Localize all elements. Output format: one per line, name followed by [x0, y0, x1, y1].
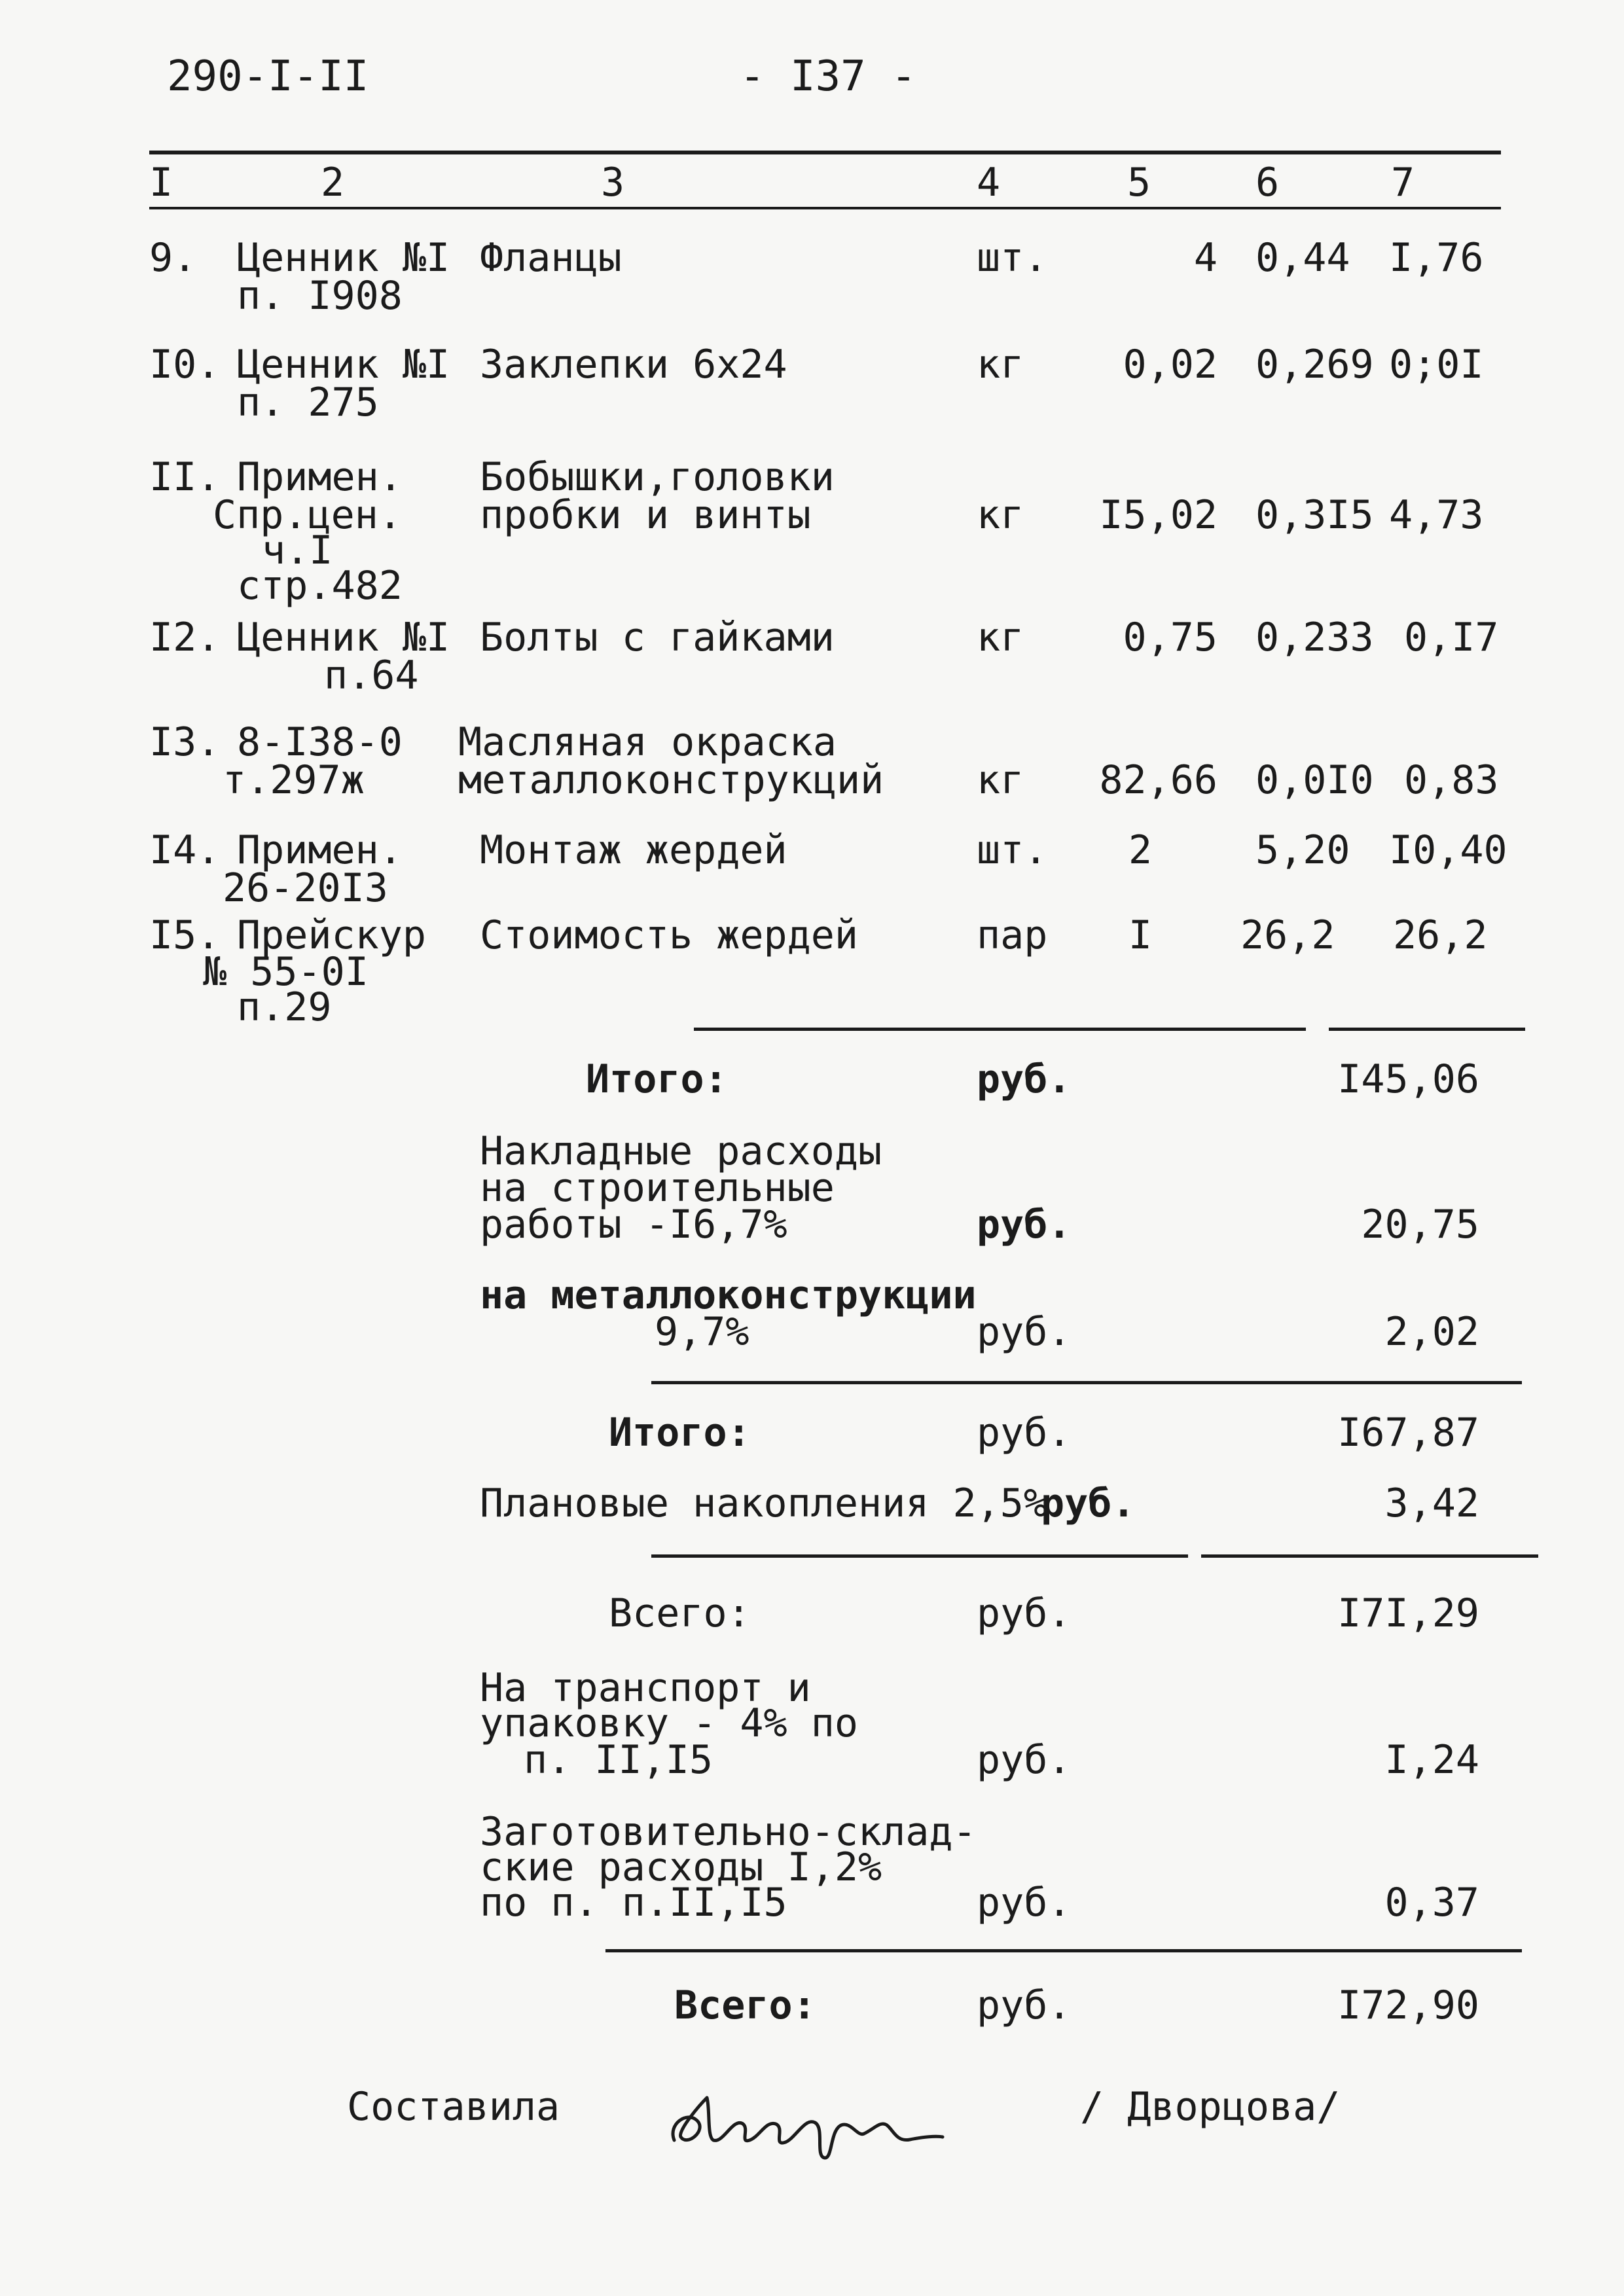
row-reference: Ценник №I — [237, 235, 450, 281]
row-sum: 0,I7 — [1404, 615, 1499, 660]
transport-label: упаковку - 4% по — [480, 1700, 858, 1746]
row-unit: кг — [977, 615, 1024, 660]
subtotal-2-value: I67,87 — [1337, 1410, 1479, 1456]
warehouse-label: по п. п.II,I5 — [480, 1880, 787, 1926]
subtotal-unit: руб. — [977, 1056, 1072, 1102]
row-item-name: металлоконструкций — [458, 757, 884, 803]
row-reference: № 55-0I — [203, 949, 369, 995]
row-item-name: Болты с гайками — [480, 615, 835, 660]
overhead-unit: руб. — [977, 1202, 1072, 1247]
row-number: 9. — [149, 235, 197, 281]
table-header-rule — [149, 207, 1501, 209]
row-reference: Ценник №I — [237, 615, 450, 660]
row-item-name: Заклепки 6х24 — [480, 342, 787, 387]
col-header-1: I — [149, 160, 173, 206]
row-sum: 26,2 — [1393, 912, 1488, 958]
row-reference: Примен. — [237, 454, 403, 500]
row-unit-price: 0,233 — [1255, 615, 1374, 660]
row-reference: 26-20I3 — [223, 865, 388, 911]
grand-total-unit: руб. — [977, 1982, 1072, 2028]
col-header-7: 7 — [1391, 160, 1415, 206]
transport-label: п. II,I5 — [524, 1737, 713, 1783]
row-item-name: Стоимость жердей — [480, 912, 858, 958]
row-item-name: Монтаж жердей — [480, 827, 787, 873]
overhead-label: Накладные расходы — [480, 1128, 882, 1174]
row-sum: 4,73 — [1389, 492, 1484, 538]
row-unit: шт. — [977, 827, 1048, 873]
col-header-4: 4 — [977, 160, 1001, 206]
col-header-2: 2 — [321, 160, 345, 206]
total-unit: руб. — [977, 1590, 1072, 1636]
subtotal-2-label: Итого: — [609, 1410, 751, 1456]
row-unit: пар — [977, 912, 1048, 958]
warehouse-unit: руб. — [977, 1880, 1072, 1926]
warehouse-value: 0,37 — [1384, 1880, 1479, 1926]
subtotal-label: Итого: — [586, 1056, 728, 1102]
row-reference: п. 275 — [237, 380, 379, 425]
page-number: - I37 - — [740, 52, 916, 101]
row-reference: п. I908 — [237, 273, 403, 319]
summary-rule — [651, 1554, 1188, 1558]
total-label: Всего: — [609, 1590, 751, 1636]
row-unit: шт. — [977, 235, 1048, 281]
compiler-name: / Дворцова/ — [1080, 2084, 1341, 2130]
row-quantity: I5,02 — [1099, 492, 1218, 538]
grand-total-label: Всего: — [674, 1982, 816, 2028]
planned-savings-label: Плановые накопления 2,5% — [480, 1480, 1047, 1526]
row-number: II. — [149, 454, 221, 500]
row-number: I0. — [149, 342, 221, 387]
row-number: I2. — [149, 615, 221, 660]
table-top-rule — [149, 151, 1501, 154]
warehouse-label: Заготовительно-склад- — [480, 1809, 977, 1855]
row-unit: кг — [977, 757, 1024, 803]
row-quantity: 82,66 — [1099, 757, 1218, 803]
row-number: I3. — [149, 719, 221, 765]
row-item-name: Бобышки,головки — [480, 454, 835, 500]
metal-overhead-unit: руб. — [977, 1309, 1072, 1355]
transport-unit: руб. — [977, 1737, 1072, 1783]
row-sum: I0,40 — [1389, 827, 1507, 873]
row-reference: п.64 — [324, 653, 419, 698]
row-unit-price: 26,2 — [1240, 912, 1335, 958]
row-unit-price: 5,20 — [1255, 827, 1350, 873]
document-code: 290-I-II — [167, 52, 369, 101]
grand-total-value: I72,90 — [1337, 1982, 1479, 2028]
warehouse-label: ские расходы I,2% — [480, 1844, 882, 1890]
total-value: I7I,29 — [1337, 1590, 1479, 1636]
subtotal-value: I45,06 — [1337, 1056, 1479, 1102]
subtotal-2-unit: руб. — [977, 1410, 1072, 1456]
summary-rule — [605, 1949, 1522, 1952]
overhead-label: работы -I6,7% — [480, 1202, 787, 1247]
row-reference: т.297ж — [223, 757, 365, 803]
col-header-6: 6 — [1255, 160, 1280, 206]
row-item-name: Масляная окраска — [458, 719, 837, 765]
row-reference: Ценник №I — [237, 342, 450, 387]
overhead-value: 20,75 — [1361, 1202, 1479, 1247]
row-quantity: 0,02 — [1123, 342, 1218, 387]
overhead-label: на строительные — [480, 1165, 835, 1211]
row-number: I4. — [149, 827, 221, 873]
compiled-by-label: Составила — [347, 2084, 560, 2130]
row-unit-price: 0,44 — [1255, 235, 1350, 281]
signature — [661, 2085, 949, 2163]
summary-rule — [694, 1028, 1306, 1031]
row-unit: кг — [977, 492, 1024, 538]
row-quantity: 4 — [1193, 235, 1218, 281]
row-reference: 8-I38-0 — [237, 719, 403, 765]
metal-overhead-value: 2,02 — [1384, 1309, 1479, 1355]
transport-value: I,24 — [1384, 1737, 1479, 1783]
row-sum: 0,83 — [1404, 757, 1499, 803]
metal-overhead-label: 9,7% — [655, 1309, 749, 1355]
row-reference: стр.482 — [237, 563, 403, 609]
summary-rule — [1201, 1554, 1538, 1558]
row-quantity: 2 — [1128, 827, 1152, 873]
row-unit-price: 0,3I5 — [1255, 492, 1374, 538]
row-reference: Спр.цен. — [213, 492, 402, 538]
row-reference: Примен. — [237, 827, 403, 873]
row-reference: Прейскур — [237, 912, 426, 958]
row-unit: кг — [977, 342, 1024, 387]
row-unit-price: 0,0I0 — [1255, 757, 1374, 803]
col-header-5: 5 — [1127, 160, 1151, 206]
row-sum: I,76 — [1389, 235, 1484, 281]
row-number: I5. — [149, 912, 221, 958]
row-quantity: I — [1128, 912, 1152, 958]
row-unit-price: 0,269 — [1255, 342, 1374, 387]
summary-rule — [1329, 1028, 1525, 1031]
row-quantity: 0,75 — [1123, 615, 1218, 660]
summary-rule — [651, 1381, 1522, 1384]
row-reference: ч.I — [262, 528, 333, 573]
row-item-name: пробки и винты — [480, 492, 811, 538]
row-sum: 0;0I — [1389, 342, 1484, 387]
row-item-name: Фланцы — [480, 235, 622, 281]
planned-savings-value: 3,42 — [1384, 1480, 1479, 1526]
row-reference: п.29 — [237, 984, 332, 1030]
col-header-3: 3 — [601, 160, 625, 206]
transport-label: На транспорт и — [480, 1665, 811, 1711]
metal-overhead-label: на металлоконструкции — [480, 1272, 977, 1318]
planned-savings-unit: руб. — [1041, 1480, 1136, 1526]
